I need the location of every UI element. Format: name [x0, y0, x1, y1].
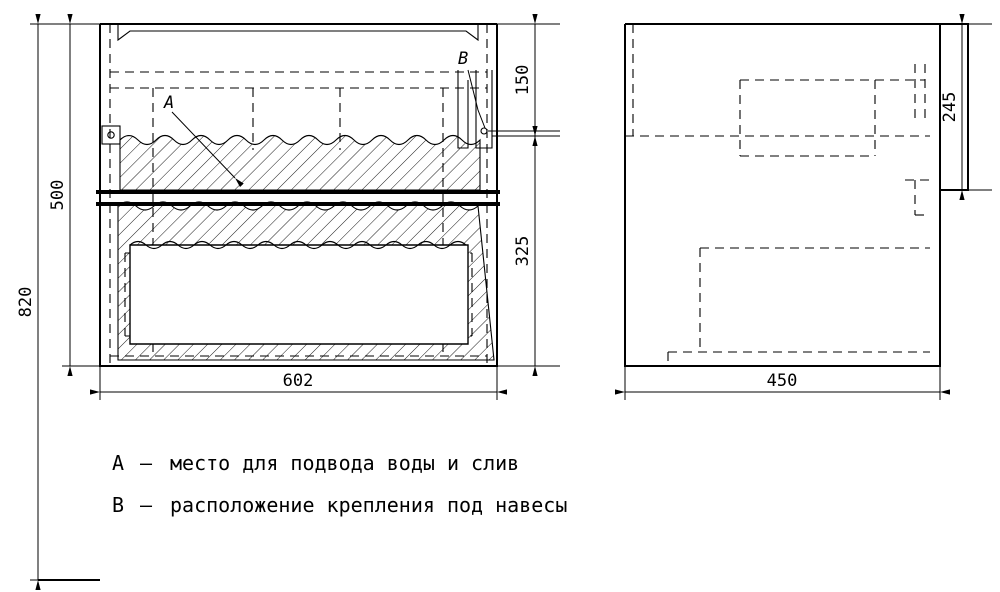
dim-label-500: 500	[48, 179, 68, 211]
callout-label-b: B	[458, 49, 469, 69]
callout-labels	[163, 49, 468, 113]
dim-label-820: 820	[16, 286, 36, 318]
dim-820	[30, 24, 100, 580]
dim-label-325: 325	[513, 235, 533, 267]
dim-label-450: 450	[766, 371, 798, 391]
side-hidden-lines	[625, 24, 930, 366]
front-divider-line	[96, 192, 500, 204]
dim-label-245: 245	[940, 91, 960, 123]
legend-row-a-dash: –	[140, 451, 153, 475]
left-fitting	[102, 126, 120, 144]
legend-row-b-text: расположение крепления под навесы	[170, 493, 568, 517]
front-counter-edge	[118, 24, 478, 40]
side-view	[625, 24, 968, 366]
basin-lower-hatched	[118, 202, 494, 360]
legend	[112, 451, 567, 517]
basin-upper-hatched	[120, 136, 480, 191]
front-view	[96, 24, 500, 366]
callout-label-a: A	[164, 93, 175, 113]
dim-label-602: 602	[282, 371, 314, 391]
legend-row-b-key: B	[112, 493, 125, 517]
legend-row-b-dash: –	[140, 493, 153, 517]
dim-label-150: 150	[513, 64, 533, 96]
legend-row-a-text: место для подвода воды и слив	[170, 451, 520, 475]
side-cabinet-outline	[625, 24, 940, 366]
legend-row-a-key: A	[112, 451, 125, 475]
